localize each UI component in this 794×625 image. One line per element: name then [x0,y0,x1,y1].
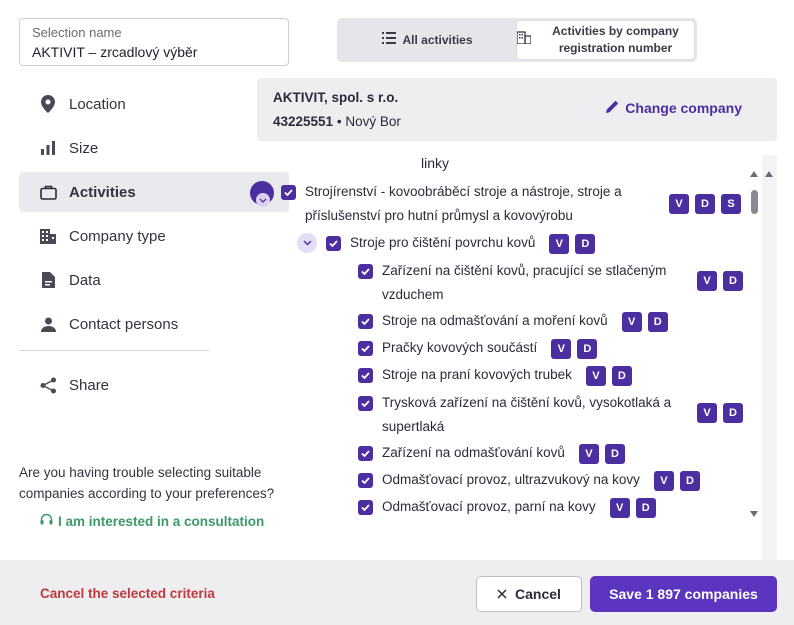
consultation-link[interactable] [40,513,264,529]
tree-row-label: Stroje na praní kovových trubek [382,367,572,382]
checkbox[interactable] [358,500,373,515]
checkbox[interactable] [358,446,373,461]
scroll-down-icon[interactable] [749,505,759,523]
tab-activities-by-reg-label: Activities by company registration number [552,24,679,55]
tree-row-label: Zařízení na odmašťování kovů [382,445,565,460]
tree-row-tags [551,339,597,359]
company-card [257,78,777,141]
sidebar-item-label: Company type [69,227,166,245]
scroll-up-icon[interactable] [749,165,777,183]
tree-row[interactable] [326,234,595,255]
bar-chart-icon [37,137,59,159]
sidebar-divider [19,350,209,351]
cancel-criteria-link[interactable]: Cancel the selected criteria [40,586,215,601]
tree-row[interactable] [358,366,632,387]
tree-row[interactable] [358,444,625,465]
close-icon [497,586,507,602]
company-separator: • [336,114,342,129]
tab-all-activities[interactable] [339,20,516,60]
tag-v: V [551,339,571,359]
tree-row-tags [610,498,656,518]
tree-row[interactable] [358,498,656,519]
sidebar-item-label: Activities [69,183,136,201]
tree-row-tags [549,234,595,254]
sidebar-item-size[interactable] [19,128,289,168]
view-toggle [337,18,697,62]
tag-s: S [721,194,741,214]
tag-v: V [697,403,717,423]
consultation-label: I am interested in a consultation [58,513,265,529]
sidebar-item-label: Data [69,271,101,289]
tag-d: D [575,234,595,254]
tree-row[interactable] [358,312,668,333]
checkbox[interactable] [326,236,341,251]
checkbox[interactable] [358,264,373,279]
selection-name-value[interactable]: AKTIVIT – zrcadlový výběr [32,44,198,60]
tag-d: D [723,271,743,291]
tag-v: V [622,312,642,332]
tree-row-label: Odmašťovací provoz, ultrazvukový na kovy [382,472,640,487]
tree-group-label: linky [421,155,450,171]
tree-row-label: Trysková zařízení na čištění kovů, vysokotlaká a supertlaká [382,395,672,434]
scroll-track[interactable] [762,155,777,560]
list-icon [382,32,396,49]
tag-v: V [586,366,606,386]
checkbox[interactable] [358,396,373,411]
sidebar-item-data[interactable] [19,260,289,300]
tag-v: V [610,498,630,518]
building-icon [517,31,531,49]
tag-d: D [605,444,625,464]
tree-row[interactable] [358,262,687,307]
share-icon [37,374,59,396]
document-icon [37,269,59,291]
building-icon [37,225,59,247]
checkbox[interactable] [358,368,373,383]
tab-all-activities-label: All activities [402,32,473,47]
sidebar-item-label: Location [69,95,126,113]
tree-row-tags [697,271,743,291]
checkbox[interactable] [358,341,373,356]
tree-row-tags [669,194,741,214]
change-company-label: Change company [625,100,742,116]
company-name: AKTIVIT, spol. s r.o. [273,90,399,105]
tree-row-tags [622,312,668,332]
selection-name-label: Selection name [32,25,122,40]
change-company-button[interactable] [606,100,742,116]
sidebar-item-company-type[interactable] [19,216,289,256]
tag-d: D [636,498,656,518]
tree-row-label: Stroje pro čištění povrchu kovů [350,235,536,250]
location-pin-icon [37,93,59,115]
pencil-icon [606,100,619,116]
tree-row-tags [697,403,743,423]
headset-icon [40,513,53,529]
checkbox[interactable] [358,473,373,488]
tree-row-label: Odmašťovací provoz, parní na kovy [382,499,596,514]
tree-row[interactable] [358,394,692,439]
tag-d: D [612,366,632,386]
cancel-label: Cancel [515,586,561,602]
tree-row[interactable] [358,339,597,360]
help-text: Are you having trouble selecting suitable companies according to your preferences? [19,465,275,501]
sidebar-item-share[interactable] [19,365,289,405]
tag-v: V [549,234,569,254]
chevron-down-icon[interactable] [256,193,270,207]
tree-collapse-toggle[interactable] [297,233,317,253]
tree-row-label: Pračky kovových součástí [382,340,538,355]
tag-v: V [697,271,717,291]
selection-name-field[interactable] [19,18,289,66]
tag-d: D [695,194,715,214]
tree-row-tags [579,444,625,464]
tree-row-label: Stroje na odmašťování a moření kovů [382,313,608,328]
checkbox[interactable] [358,314,373,329]
scrollbar-thumb[interactable] [751,190,758,214]
tag-d: D [577,339,597,359]
person-icon [37,313,59,335]
tree-row-tags [654,471,700,491]
sidebar [19,84,289,409]
tree-row-tags [586,366,632,386]
tag-v: V [669,194,689,214]
tag-d: D [680,471,700,491]
save-button[interactable]: Save 1 897 companies [590,576,777,612]
company-city: Nový Bor [345,114,401,129]
company-reg-no: 43225551 [273,114,334,129]
cancel-button[interactable] [476,576,582,612]
sidebar-item-label: Share [69,376,110,394]
tab-activities-by-reg[interactable] [516,20,695,60]
sidebar-item-activities[interactable] [19,172,289,212]
tag-v: V [579,444,599,464]
sidebar-item-label: Size [69,139,99,157]
tree-row-label: Zařízení na čištění kovů, pracující se stlačeným vzduchem [382,263,667,302]
briefcase-icon [37,181,59,203]
sidebar-item-label: Contact persons [69,315,179,333]
checkbox[interactable] [281,185,296,200]
tree-row[interactable] [358,471,700,492]
tree-row-label: Strojírenství - kovoobráběcí stroje a nástroje, stroje a příslušenství pro hutní průmysl a kovovýrobu [305,184,622,223]
sidebar-item-contact-persons[interactable] [19,304,289,344]
tag-d: D [648,312,668,332]
tag-d: D [723,403,743,423]
sidebar-item-location[interactable] [19,84,289,124]
tag-v: V [654,471,674,491]
